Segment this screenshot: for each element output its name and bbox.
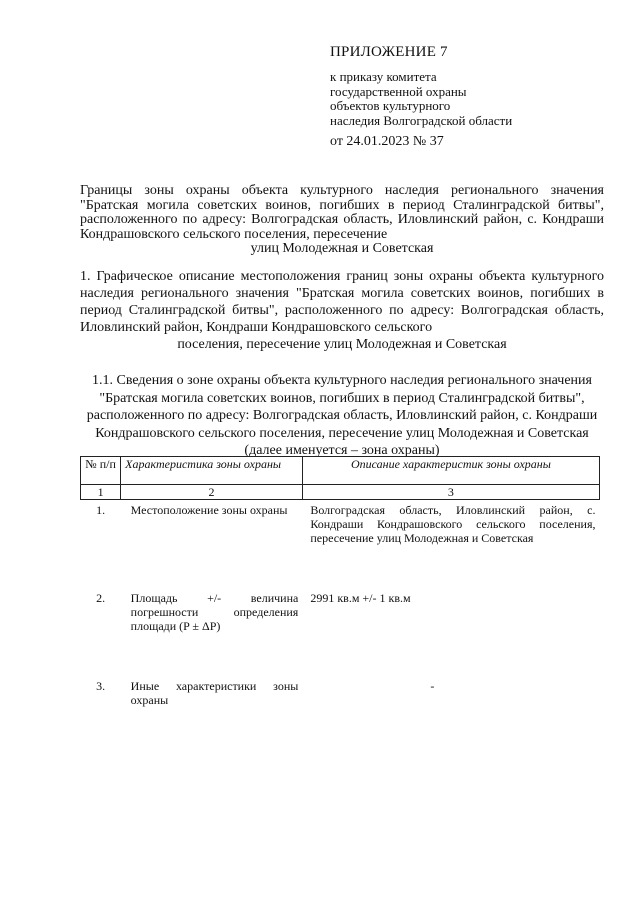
row-number: 2. <box>96 591 106 605</box>
appendix-subtitle-line: государственной охраны <box>330 83 467 99</box>
header-characteristic: Характеристика зоны охраны <box>121 457 303 485</box>
row-characteristic: Иные характеристики зоны охраны <box>130 679 299 707</box>
row-description: 2991 кв.м +/- 1 кв.м <box>310 591 411 605</box>
column-number: 3 <box>302 485 599 500</box>
column-number: 1 <box>81 485 121 500</box>
row-characteristic: Местоположение зоны охраны <box>130 503 288 517</box>
column-number: 2 <box>121 485 303 500</box>
row-description <box>302 676 599 710</box>
section-1-1-heading: 1.1. Сведения о зоне охраны объекта культурного наследия регионального значения "Братская могила советских воинов, погибших в период Сталинградской битвы", расположенного по адресу: Волгоградская область, Иловлинский район, с. Кондраши Кондрашовского сельского поселения, пересечение улиц Молодежная и Советская (далее именуется – зона охраны) <box>86 373 598 458</box>
appendix-subtitle <box>330 70 590 128</box>
header-description: Описание характеристик зоны охраны <box>302 457 599 485</box>
row-number: 3. <box>96 679 106 693</box>
appendix-date: от 24.01.2023 № 37 <box>330 134 444 149</box>
appendix-subtitle-line: наследия Волгоградской области <box>330 112 513 128</box>
row-description: Волгоградская область, Иловлинский район, с. Кондраши Кондрашовского сельского поселения, пересечение улиц Молодежная и Советская <box>310 503 596 545</box>
appendix-title: ПРИЛОЖЕНИЕ 7 <box>330 44 448 60</box>
empty-value-dash: - <box>430 679 435 693</box>
section-1-body: 1. Графическое описание местоположения границ зоны охраны объекта культурного наследия регионального значения "Братская могила советских воинов, погибших в период Сталинградской битвы", расположенного по адресу: Волгоградская область, Иловлинский район, Кондраши Кондрашовского сельского <box>80 269 604 335</box>
zone-characteristics-table <box>80 456 600 710</box>
section-1-last-line: поселения, пересечение улиц Молодежная и Советская <box>177 337 507 352</box>
document-title-body: Границы зоны охраны объекта культурного наследия регионального значения "Братская могила советских воинов, погибших в период Сталинградской битвы", расположенного по адресу: Волгоградская область, Иловлинский район, с. Кондраши Кондрашовского сельского поселения, пересечение <box>80 183 604 242</box>
row-number: 1. <box>96 503 106 517</box>
table-row <box>81 676 600 710</box>
appendix-subtitle-line: к приказу комитета <box>330 69 437 84</box>
document-title-last-line: улиц Молодежная и Советская <box>250 241 434 256</box>
appendix-subtitle-line: объектов культурного <box>330 98 451 113</box>
table-row <box>81 588 600 636</box>
header-number: № п/п <box>81 457 121 485</box>
table-row <box>81 500 600 549</box>
section-1-heading <box>80 268 604 353</box>
document-title <box>80 184 604 257</box>
row-characteristic: Площадь +/- величина погрешности определения площади (P ± ΔP) <box>130 591 299 633</box>
